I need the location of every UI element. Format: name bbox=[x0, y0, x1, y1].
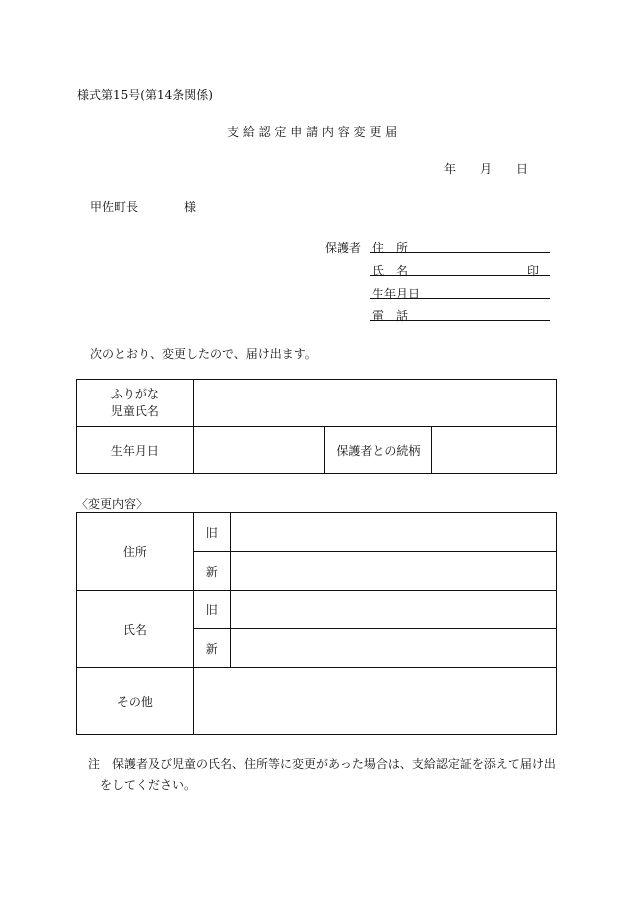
address-new-input-cell[interactable] bbox=[230, 552, 556, 591]
name-label: 氏 名 bbox=[372, 264, 409, 278]
date-month-label: 月 bbox=[480, 162, 493, 176]
seal-mark: 印 bbox=[527, 264, 540, 278]
form-number: 様式第15号(第14条関係) bbox=[77, 88, 213, 102]
name-new-label: 新 bbox=[193, 629, 230, 668]
form-title: 支 給 認 定 申 請 内 容 変 更 届 bbox=[227, 125, 398, 139]
name-old-label: 旧 bbox=[193, 591, 230, 629]
birth-label: 生年月日 bbox=[372, 287, 421, 301]
address-field-line[interactable] bbox=[370, 252, 550, 253]
address-old-input-cell[interactable] bbox=[230, 513, 556, 552]
child-name-label-cell bbox=[77, 380, 194, 427]
change-table bbox=[76, 512, 557, 735]
address-old-label: 旧 bbox=[193, 513, 230, 552]
child-name-label: 児童氏名 bbox=[110, 404, 159, 418]
relation-label: 保護者との続柄 bbox=[325, 427, 432, 474]
child-name-input-cell[interactable] bbox=[193, 380, 556, 427]
name-old-input-cell[interactable] bbox=[230, 591, 556, 629]
name-new-input-cell[interactable] bbox=[230, 629, 556, 668]
address-label: 住 所 bbox=[372, 241, 409, 255]
footnote bbox=[88, 754, 558, 796]
child-birth-label: 生年月日 bbox=[77, 427, 194, 474]
guardian-label: 保護者 bbox=[325, 241, 362, 255]
intro-text: 次のとおり、変更したので、届け出ます。 bbox=[90, 347, 317, 361]
other-row bbox=[77, 668, 557, 735]
addressee: 甲佐町長 bbox=[90, 200, 139, 214]
footnote-text-1: 保護者及び児童の氏名、住所等に変更があった場合は、支給認定証を添えて届け出 bbox=[112, 757, 556, 771]
child-birth-row bbox=[77, 427, 557, 474]
child-info-table bbox=[76, 379, 557, 474]
name-old-row bbox=[77, 591, 557, 629]
child-name-row bbox=[77, 380, 557, 427]
change-address-label: 住所 bbox=[77, 513, 194, 591]
phone-label: 電 話 bbox=[372, 309, 409, 323]
date-year-label: 年 bbox=[444, 162, 457, 176]
other-label: その他 bbox=[77, 668, 194, 735]
relation-input-cell[interactable] bbox=[432, 427, 557, 474]
change-name-label: 氏名 bbox=[77, 591, 194, 668]
honorific: 様 bbox=[184, 200, 197, 214]
address-old-row bbox=[77, 513, 557, 552]
footnote-marker: 注 bbox=[88, 757, 101, 771]
birth-field-line[interactable] bbox=[370, 298, 550, 299]
footnote-text-2: をしてください。 bbox=[100, 778, 197, 792]
address-new-label: 新 bbox=[193, 552, 230, 591]
phone-field-line[interactable] bbox=[370, 320, 550, 321]
name-field-line[interactable] bbox=[370, 275, 550, 276]
date-day-label: 日 bbox=[516, 162, 529, 176]
change-heading: 〈変更内容〉 bbox=[76, 497, 149, 511]
furigana-label: ふりがな bbox=[110, 387, 159, 401]
other-input-cell[interactable] bbox=[193, 668, 556, 735]
footnote-line-1 bbox=[88, 754, 558, 775]
child-birth-input-cell[interactable] bbox=[193, 427, 325, 474]
